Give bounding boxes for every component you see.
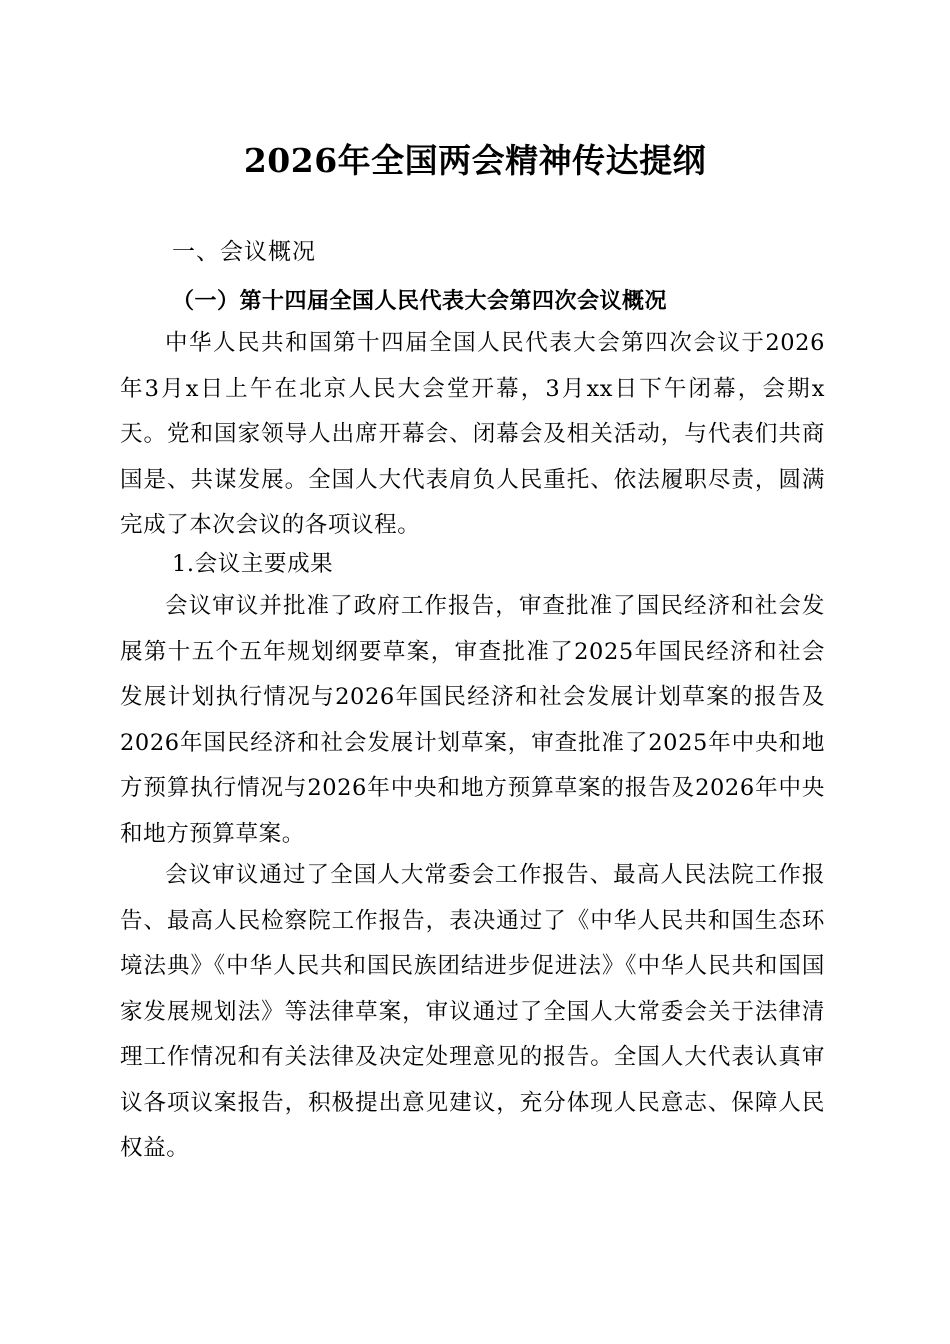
document-title: 2026年全国两会精神传达提纲 [243, 141, 707, 180]
subsection-heading: （一）第十四届全国人民代表大会第四次会议概况 [172, 288, 668, 314]
item-heading: 1.会议主要成果 [172, 551, 334, 577]
section-heading: 一、会议概况 [172, 239, 316, 265]
paragraph-main-results: 会议审议并批准了政府工作报告，审查批准了国民经济和社会发展第十五个五年规划纲要草案，审查批准了2025年国民经济和社会发展计划执行情况与2026年国民经济和社会发展计划草案的报告及2026年国民经济和社会发展计划草案，审查批准了2025年中央和地方预算执行情况与2026年中央和地方预算草案的报告及2026年中央和地方预算草案。 [120, 593, 825, 847]
paragraph-meeting-overview: 中华人民共和国第十四届全国人民代表大会第四次会议于2026年3月x日上午在北京人民大会堂开幕，3月xx日下午闭幕，会期x天。党和国家领导人出席开幕会、闭幕会及相关活动，与代表们共商国是、共谋发展。全国人大代表肩负人民重托、依法履职尽责，圆满完成了本次会议的各项议程。 [120, 330, 825, 538]
paragraph-laws-passed: 会议审议通过了全国人大常委会工作报告、最高人民法院工作报告、最高人民检察院工作报告，表决通过了《中华人民共和国生态环境法典》《中华人民共和国民族团结进步促进法》《中华人民共和国国家发展规划法》等法律草案，审议通过了全国人大常委会关于法律清理工作情况和有关法律及决定处理意见的报告。全国人大代表认真审议各项议案报告，积极提出意见建议，充分体现人民意志、保障人民权益。 [120, 862, 825, 1161]
